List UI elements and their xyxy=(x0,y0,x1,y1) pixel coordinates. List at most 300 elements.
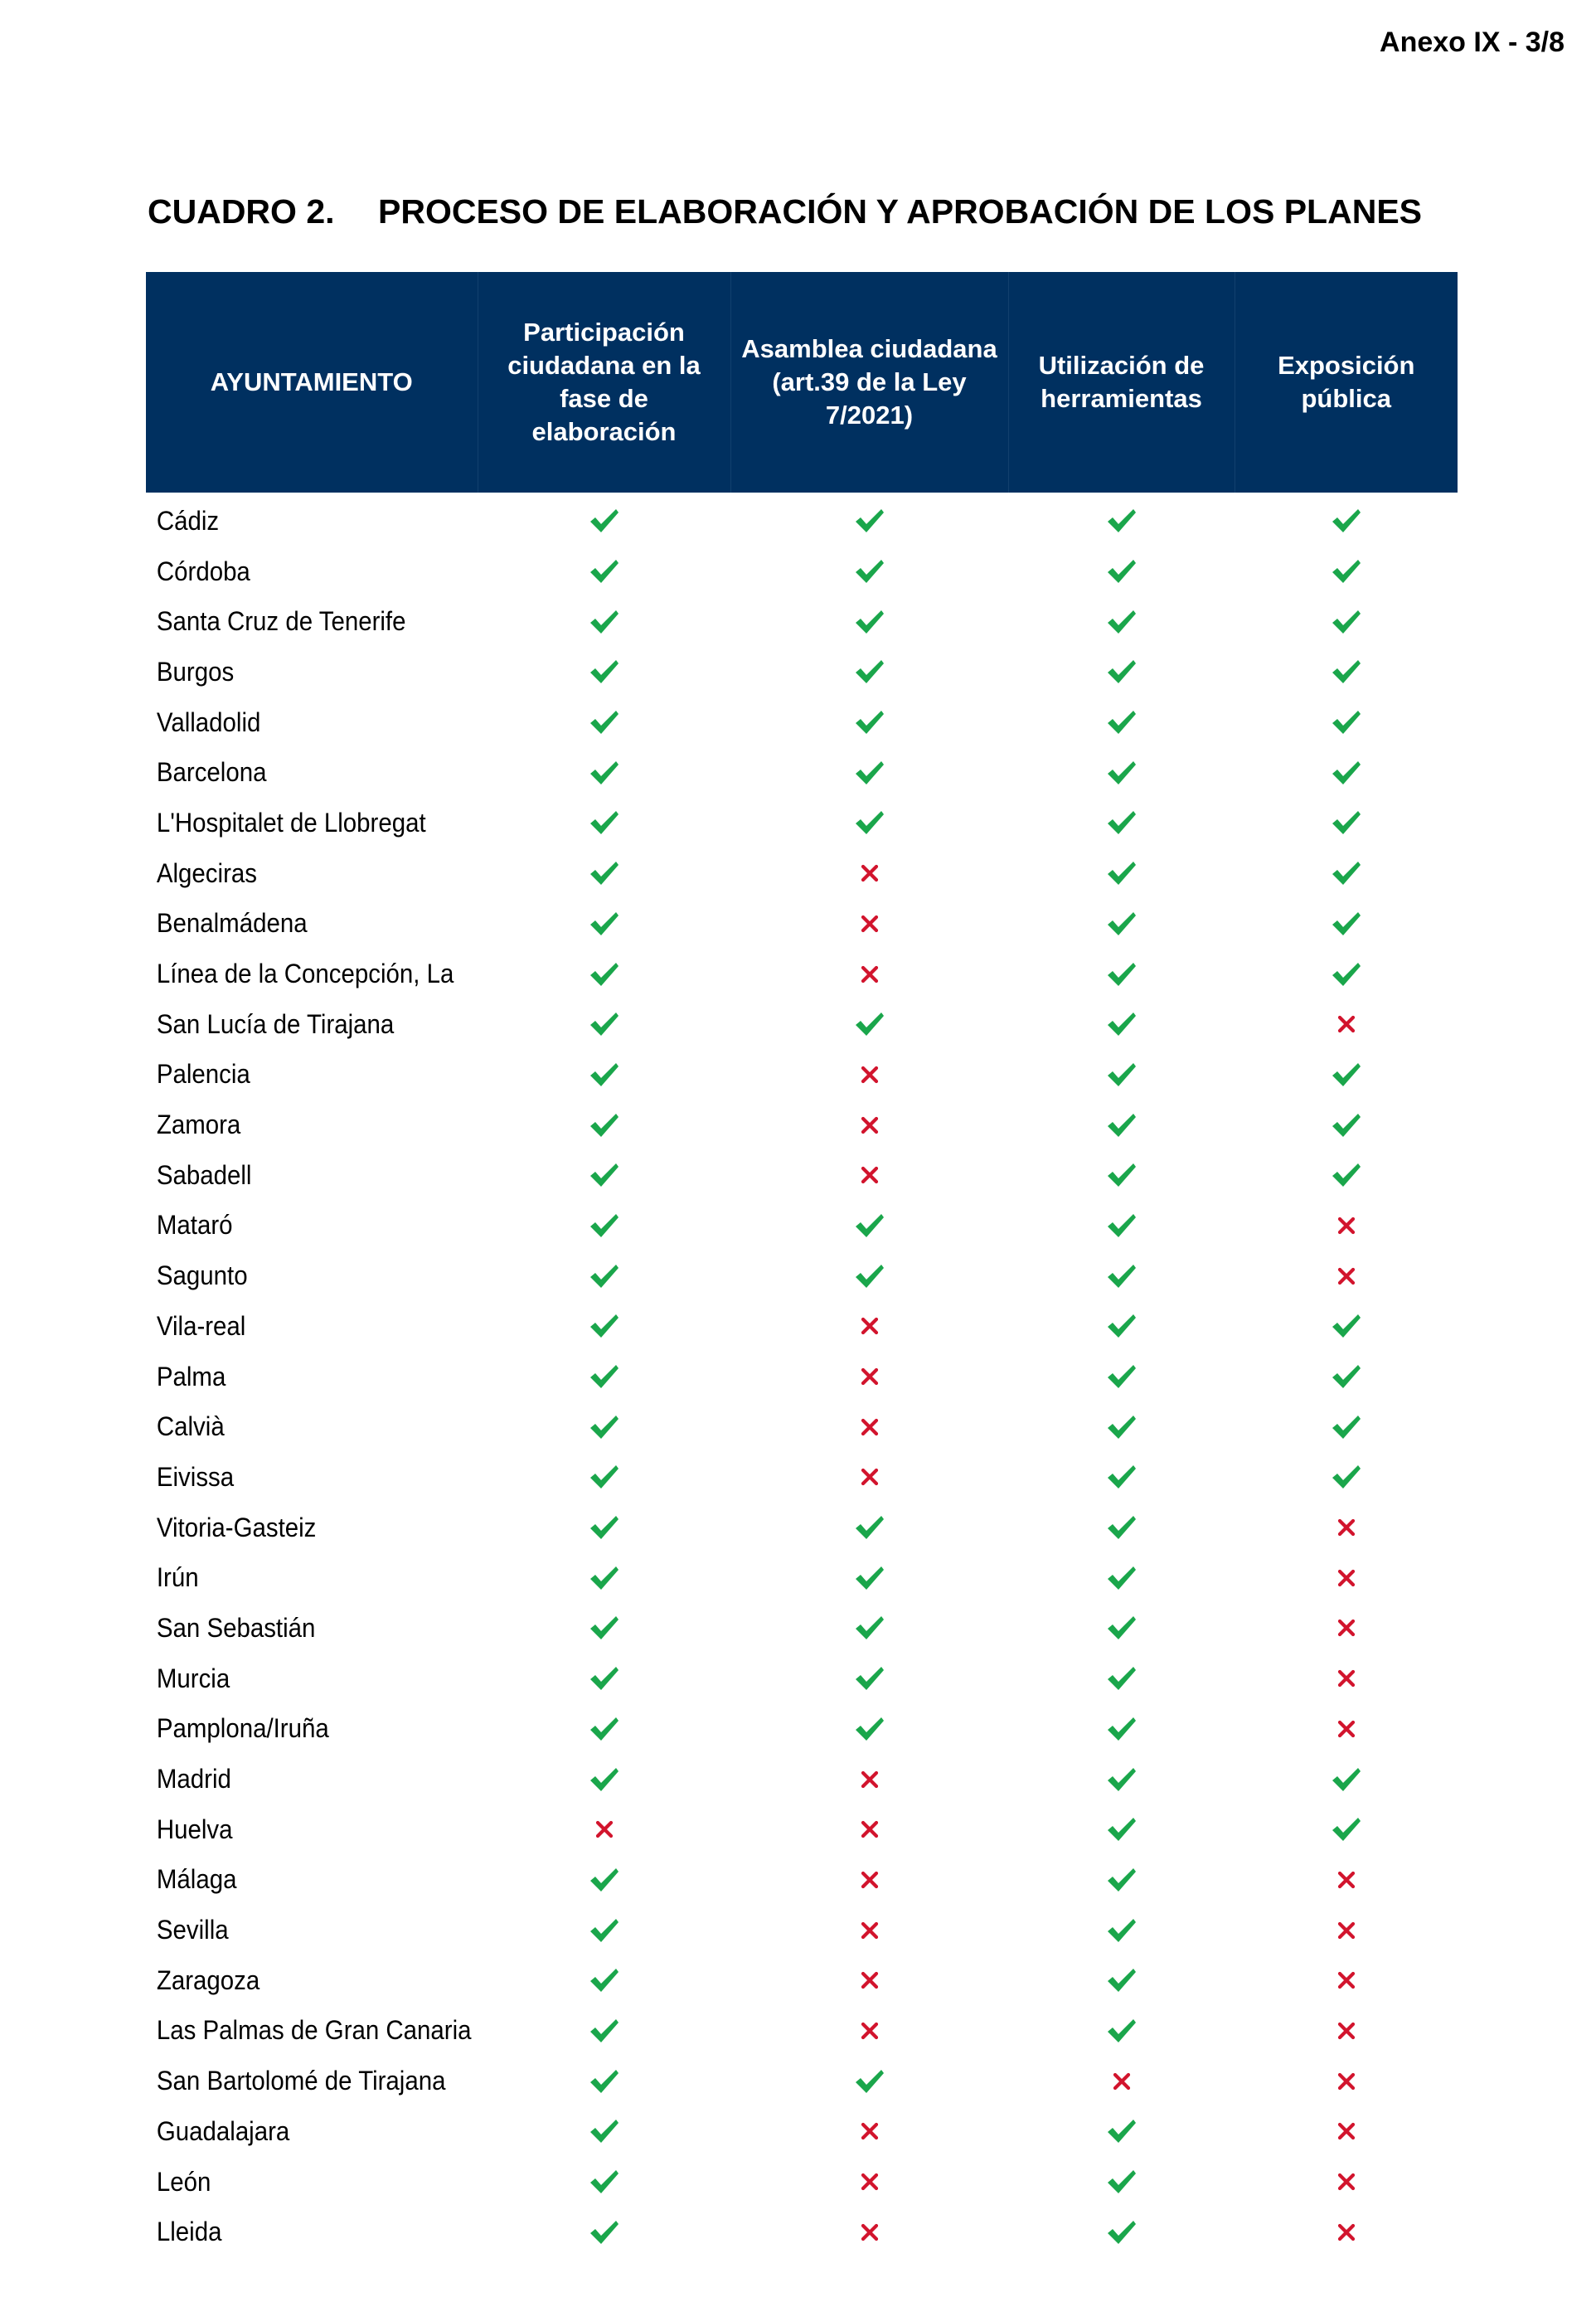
status-cell xyxy=(730,747,1008,798)
check-icon xyxy=(1106,1866,1138,1894)
plans-table xyxy=(146,272,1458,2257)
status-cell xyxy=(1008,647,1235,697)
municipality-name: Algeciras xyxy=(156,857,257,888)
table-row xyxy=(146,999,1458,1050)
status-cell xyxy=(730,2006,1008,2057)
cross-icon xyxy=(859,964,880,985)
check-icon xyxy=(1331,960,1362,988)
check-icon xyxy=(589,1664,620,1693)
check-icon xyxy=(854,1010,885,1038)
cross-icon xyxy=(859,2020,880,2042)
check-icon xyxy=(1106,1715,1138,1743)
status-cell xyxy=(1235,1704,1458,1755)
check-icon xyxy=(1331,1413,1362,1441)
check-icon xyxy=(589,557,620,585)
check-icon xyxy=(1106,2218,1138,2246)
check-icon xyxy=(1106,2168,1138,2196)
check-icon xyxy=(589,2168,620,2196)
cross-icon xyxy=(1336,1265,1357,1287)
cross-icon xyxy=(1336,1567,1357,1589)
table-body xyxy=(146,493,1458,2257)
check-icon xyxy=(1106,708,1138,736)
table-row xyxy=(146,1855,1458,1906)
check-icon xyxy=(1106,1212,1138,1240)
table-title xyxy=(148,192,1422,231)
check-icon xyxy=(1106,658,1138,686)
municipality-name: Cádiz xyxy=(156,505,220,536)
check-icon xyxy=(589,1564,620,1592)
status-cell xyxy=(730,2056,1008,2106)
status-cell xyxy=(1008,1503,1235,1553)
check-icon xyxy=(1106,809,1138,837)
cross-icon xyxy=(859,1819,880,1840)
check-icon xyxy=(589,1161,620,1189)
municipality-name: San Lucía de Tirajana xyxy=(156,1008,395,1039)
status-cell xyxy=(730,1955,1008,2006)
status-cell xyxy=(478,1201,730,1251)
check-icon xyxy=(1106,1161,1138,1189)
cross-icon xyxy=(859,1869,880,1891)
status-cell xyxy=(478,999,730,1050)
check-icon xyxy=(589,2117,620,2145)
table-row xyxy=(146,798,1458,848)
check-icon xyxy=(589,1362,620,1391)
cross-icon xyxy=(1336,1013,1357,1035)
status-cell xyxy=(1008,2006,1235,2057)
check-icon xyxy=(589,2017,620,2045)
check-icon xyxy=(854,1262,885,1290)
cross-icon xyxy=(859,1969,880,1991)
check-icon xyxy=(1331,910,1362,938)
check-icon xyxy=(854,809,885,837)
column-header-participacion: Participación ciudadana en la fase de elaboración xyxy=(478,272,730,493)
status-cell xyxy=(730,546,1008,597)
check-icon xyxy=(1331,658,1362,686)
table-row xyxy=(146,1201,1458,1251)
status-cell xyxy=(1008,1603,1235,1654)
check-icon xyxy=(1331,1161,1362,1189)
status-cell xyxy=(478,1754,730,1804)
municipality-name: Zamora xyxy=(156,1110,241,1140)
table-row xyxy=(146,848,1458,899)
table-row xyxy=(146,1552,1458,1603)
check-icon xyxy=(589,708,620,736)
check-icon xyxy=(1331,708,1362,736)
table-row xyxy=(146,697,1458,748)
status-cell xyxy=(730,899,1008,949)
status-cell xyxy=(730,949,1008,999)
table-row xyxy=(146,1352,1458,1402)
table-row xyxy=(146,1050,1458,1100)
check-icon xyxy=(589,2218,620,2246)
municipality-name: Palma xyxy=(156,1361,226,1391)
check-icon xyxy=(854,557,885,585)
status-cell xyxy=(1235,1352,1458,1402)
municipality-name: Barcelona xyxy=(156,757,267,788)
status-cell xyxy=(478,1804,730,1855)
status-cell xyxy=(730,1401,1008,1452)
status-cell xyxy=(478,647,730,697)
status-cell xyxy=(730,2106,1008,2157)
check-icon xyxy=(1331,859,1362,887)
status-cell xyxy=(478,1654,730,1704)
municipality-name: Huelva xyxy=(156,1814,233,1844)
status-cell xyxy=(730,1251,1008,1301)
status-cell xyxy=(1008,1754,1235,1804)
municipality-name: Lleida xyxy=(156,2217,222,2247)
status-cell xyxy=(1235,2207,1458,2257)
status-cell xyxy=(1235,1050,1458,1100)
status-cell xyxy=(1008,1301,1235,1352)
check-icon xyxy=(1106,1262,1138,1290)
table-row xyxy=(146,1603,1458,1654)
check-icon xyxy=(589,1061,620,1089)
check-icon xyxy=(589,1010,620,1038)
cross-icon xyxy=(1336,1517,1357,1538)
status-cell xyxy=(730,1754,1008,1804)
status-cell xyxy=(730,1503,1008,1553)
check-icon xyxy=(589,960,620,988)
check-icon xyxy=(854,2067,885,2096)
status-cell xyxy=(478,1150,730,1201)
check-icon xyxy=(1106,1564,1138,1592)
status-cell xyxy=(1008,493,1235,546)
status-cell xyxy=(1008,1855,1235,1906)
check-icon xyxy=(589,1212,620,1240)
status-cell xyxy=(1008,2056,1235,2106)
municipality-name: Valladolid xyxy=(156,707,261,737)
cross-icon xyxy=(1336,2071,1357,2092)
municipality-name: L'Hospitalet de Llobregat xyxy=(156,807,426,838)
check-icon xyxy=(854,658,885,686)
check-icon xyxy=(1106,557,1138,585)
status-cell xyxy=(730,1905,1008,1955)
check-icon xyxy=(589,1614,620,1642)
table-row xyxy=(146,1150,1458,1201)
municipality-name: Eivissa xyxy=(156,1461,235,1492)
status-cell xyxy=(478,2157,730,2207)
status-cell xyxy=(1235,1754,1458,1804)
table-row xyxy=(146,2056,1458,2106)
status-cell xyxy=(1235,493,1458,546)
status-cell xyxy=(1008,596,1235,647)
status-cell xyxy=(730,1704,1008,1755)
status-cell xyxy=(1008,1201,1235,1251)
status-cell xyxy=(1008,1251,1235,1301)
status-cell xyxy=(478,2006,730,2057)
municipality-name: Las Palmas de Gran Canaria xyxy=(156,2015,472,2046)
check-icon xyxy=(1106,1664,1138,1693)
cross-icon xyxy=(859,1064,880,1085)
check-icon xyxy=(1106,1815,1138,1843)
check-icon xyxy=(1331,608,1362,636)
status-cell xyxy=(1235,697,1458,748)
status-cell xyxy=(1235,1905,1458,1955)
municipality-name: Línea de la Concepción, La xyxy=(156,959,454,989)
municipality-name: Calvià xyxy=(156,1411,225,1442)
check-icon xyxy=(1331,1815,1362,1843)
table-row xyxy=(146,1654,1458,1704)
status-cell xyxy=(1235,1503,1458,1553)
status-cell xyxy=(1008,798,1235,848)
cross-icon xyxy=(859,2222,880,2243)
check-icon xyxy=(1106,1463,1138,1491)
cross-icon xyxy=(1336,1668,1357,1689)
status-cell xyxy=(478,1503,730,1553)
status-cell xyxy=(1008,1905,1235,1955)
check-icon xyxy=(1331,1061,1362,1089)
column-header-ayuntamiento: AYUNTAMIENTO xyxy=(146,272,478,493)
table-row xyxy=(146,2157,1458,2207)
status-cell xyxy=(730,697,1008,748)
status-cell xyxy=(1008,1955,1235,2006)
status-cell xyxy=(730,798,1008,848)
status-cell xyxy=(478,1251,730,1301)
status-cell xyxy=(1235,546,1458,597)
check-icon xyxy=(1106,1111,1138,1139)
municipality-name: San Bartolomé de Tirajana xyxy=(156,2066,446,2096)
municipality-name: Madrid xyxy=(156,1764,231,1794)
status-cell xyxy=(1235,798,1458,848)
check-icon xyxy=(854,1564,885,1592)
status-cell xyxy=(730,1050,1008,1100)
cross-icon xyxy=(859,1164,880,1186)
annex-label: Anexo IX - 3/8 xyxy=(1380,27,1564,58)
check-icon xyxy=(854,507,885,535)
check-icon xyxy=(1106,1010,1138,1038)
municipality-name: Santa Cruz de Tenerife xyxy=(156,606,406,637)
check-icon xyxy=(1106,1362,1138,1391)
status-cell xyxy=(1235,1401,1458,1452)
status-cell xyxy=(1008,1352,1235,1402)
table-row xyxy=(146,1301,1458,1352)
table-row xyxy=(146,493,1458,546)
check-icon xyxy=(1106,859,1138,887)
cross-icon xyxy=(1336,1869,1357,1891)
status-cell xyxy=(1008,848,1235,899)
status-cell xyxy=(478,1401,730,1452)
check-icon xyxy=(854,1614,885,1642)
cross-icon xyxy=(859,1466,880,1488)
municipality-name: Málaga xyxy=(156,1864,237,1895)
table-row xyxy=(146,899,1458,949)
column-header-asamblea: Asamblea ciudadana (art.39 de la Ley 7/2021) xyxy=(730,272,1008,493)
status-cell xyxy=(730,1150,1008,1201)
status-cell xyxy=(1008,949,1235,999)
status-cell xyxy=(730,1452,1008,1503)
status-cell xyxy=(1235,1955,1458,2006)
cross-icon xyxy=(859,1769,880,1790)
table-row xyxy=(146,1704,1458,1755)
status-cell xyxy=(1008,1654,1235,1704)
check-icon xyxy=(589,1262,620,1290)
status-cell xyxy=(1235,2056,1458,2106)
status-cell xyxy=(1008,1804,1235,1855)
cross-icon xyxy=(1336,2120,1357,2142)
check-icon xyxy=(589,2067,620,2096)
cross-icon xyxy=(859,2120,880,2142)
table-row xyxy=(146,1251,1458,1301)
cross-icon xyxy=(859,862,880,884)
municipality-name: Sevilla xyxy=(156,1915,229,1945)
status-cell xyxy=(1008,697,1235,748)
check-icon xyxy=(589,1111,620,1139)
status-cell xyxy=(730,2207,1008,2257)
cross-icon xyxy=(1336,1718,1357,1740)
check-icon xyxy=(589,910,620,938)
status-cell xyxy=(1008,1552,1235,1603)
cross-icon xyxy=(859,1920,880,1941)
status-cell xyxy=(478,1905,730,1955)
check-icon xyxy=(589,859,620,887)
table-row xyxy=(146,1503,1458,1553)
check-icon xyxy=(1106,1966,1138,1994)
status-cell xyxy=(730,999,1008,1050)
status-cell xyxy=(1235,1201,1458,1251)
check-icon xyxy=(589,1966,620,1994)
check-icon xyxy=(589,1866,620,1894)
table-row xyxy=(146,2106,1458,2157)
table-title-text: PROCESO DE ELABORACIÓN Y APROBACIÓN DE LOS PLANES xyxy=(378,192,1423,231)
status-cell xyxy=(1008,1100,1235,1150)
status-cell xyxy=(1235,899,1458,949)
cross-icon xyxy=(1336,1969,1357,1991)
status-cell xyxy=(478,2106,730,2157)
table-header xyxy=(146,272,1458,493)
status-cell xyxy=(1235,2106,1458,2157)
municipality-name: Palencia xyxy=(156,1059,250,1090)
check-icon xyxy=(589,1715,620,1743)
status-cell xyxy=(1235,999,1458,1050)
status-cell xyxy=(478,1352,730,1402)
table-row xyxy=(146,1100,1458,1150)
municipality-name: Zaragoza xyxy=(156,1964,260,1995)
cross-icon xyxy=(1336,2222,1357,2243)
status-cell xyxy=(1235,1552,1458,1603)
status-cell xyxy=(1235,1804,1458,1855)
table-row xyxy=(146,2207,1458,2257)
status-cell xyxy=(478,1301,730,1352)
municipality-name: Pamplona/Iruña xyxy=(156,1713,329,1744)
status-cell xyxy=(478,1603,730,1654)
table-row xyxy=(146,647,1458,697)
status-cell xyxy=(478,848,730,899)
status-cell xyxy=(1008,899,1235,949)
cross-icon xyxy=(594,1819,615,1840)
municipality-name: Irún xyxy=(156,1562,199,1593)
status-cell xyxy=(1008,2106,1235,2157)
status-cell xyxy=(1235,1251,1458,1301)
check-icon xyxy=(1331,557,1362,585)
check-icon xyxy=(589,809,620,837)
status-cell xyxy=(1008,2157,1235,2207)
check-icon xyxy=(1106,1765,1138,1794)
status-cell xyxy=(730,1352,1008,1402)
check-icon xyxy=(1106,507,1138,535)
check-icon xyxy=(1331,1111,1362,1139)
status-cell xyxy=(1235,647,1458,697)
status-cell xyxy=(1235,1150,1458,1201)
municipality-name: Sabadell xyxy=(156,1159,252,1190)
cross-icon xyxy=(859,2171,880,2193)
status-cell xyxy=(478,1955,730,2006)
check-icon xyxy=(1106,910,1138,938)
status-cell xyxy=(478,2056,730,2106)
status-cell xyxy=(1235,1452,1458,1503)
status-cell xyxy=(1008,1401,1235,1452)
check-icon xyxy=(1331,1463,1362,1491)
status-cell xyxy=(1235,848,1458,899)
check-icon xyxy=(1331,759,1362,787)
cross-icon xyxy=(859,1416,880,1438)
status-cell xyxy=(478,546,730,597)
status-cell xyxy=(478,596,730,647)
municipality-name: León xyxy=(156,2166,211,2197)
status-cell xyxy=(730,1100,1008,1150)
table-row xyxy=(146,747,1458,798)
table-row xyxy=(146,1452,1458,1503)
status-cell xyxy=(730,1201,1008,1251)
cross-icon xyxy=(1111,2071,1133,2092)
status-cell xyxy=(730,1552,1008,1603)
check-icon xyxy=(854,1715,885,1743)
status-cell xyxy=(1008,1704,1235,1755)
check-icon xyxy=(1331,809,1362,837)
status-cell xyxy=(730,493,1008,546)
check-icon xyxy=(1331,1765,1362,1794)
status-cell xyxy=(730,2157,1008,2207)
status-cell xyxy=(478,1552,730,1603)
status-cell xyxy=(478,1855,730,1906)
status-cell xyxy=(1008,1050,1235,1100)
status-cell xyxy=(1008,747,1235,798)
status-cell xyxy=(1008,1452,1235,1503)
municipality-name: Vila-real xyxy=(156,1310,246,1341)
status-cell xyxy=(730,596,1008,647)
status-cell xyxy=(1235,2006,1458,2057)
cross-icon xyxy=(1336,1617,1357,1639)
status-cell xyxy=(730,1603,1008,1654)
cross-icon xyxy=(1336,2020,1357,2042)
check-icon xyxy=(589,507,620,535)
status-cell xyxy=(1235,1603,1458,1654)
table-row xyxy=(146,1754,1458,1804)
cross-icon xyxy=(859,1315,880,1337)
status-cell xyxy=(1235,1301,1458,1352)
check-icon xyxy=(1106,1061,1138,1089)
check-icon xyxy=(1106,1614,1138,1642)
municipality-name: Benalmádena xyxy=(156,908,308,939)
status-cell xyxy=(478,493,730,546)
check-icon xyxy=(589,1463,620,1491)
status-cell xyxy=(1008,1150,1235,1201)
table-row xyxy=(146,546,1458,597)
cross-icon xyxy=(1336,1920,1357,1941)
check-icon xyxy=(589,1765,620,1794)
status-cell xyxy=(478,2207,730,2257)
cross-icon xyxy=(1336,2171,1357,2193)
status-cell xyxy=(1235,1855,1458,1906)
check-icon xyxy=(1106,1312,1138,1340)
check-icon xyxy=(589,608,620,636)
status-cell xyxy=(730,1804,1008,1855)
status-cell xyxy=(478,949,730,999)
check-icon xyxy=(1106,2017,1138,2045)
column-header-exposicion: Exposición pública xyxy=(1235,272,1458,493)
status-cell xyxy=(478,1704,730,1755)
table-row xyxy=(146,1905,1458,1955)
check-icon xyxy=(854,1664,885,1693)
